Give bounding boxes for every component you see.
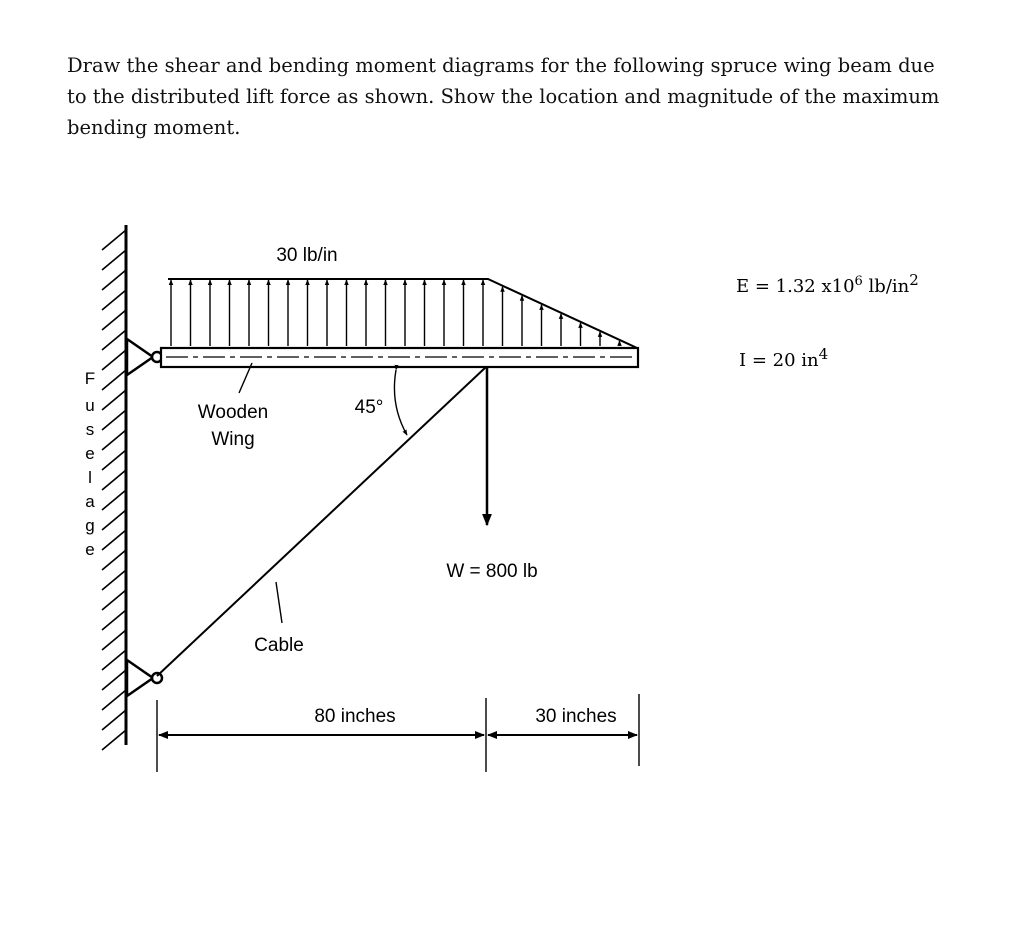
wall-hatch xyxy=(102,350,126,370)
upper-pin-support xyxy=(127,339,162,375)
inertia-label: I = 20 $in^4$ xyxy=(739,345,829,371)
wall-hatch xyxy=(102,690,126,710)
material-properties xyxy=(736,271,919,371)
weight-label: W = 800 lb xyxy=(446,561,538,582)
wall-hatch xyxy=(102,590,126,610)
wall-hatch xyxy=(102,450,126,470)
fuselage-letter: a xyxy=(85,492,95,511)
wall-hatch xyxy=(102,250,126,270)
wall-hatch xyxy=(102,470,126,490)
fuselage-label xyxy=(85,369,95,559)
wall-hatch xyxy=(102,430,126,450)
wall-hatch xyxy=(102,550,126,570)
wall-hatch xyxy=(102,290,126,310)
problem-line-1: Draw the shear and bending moment diagrams for the following spruce wing beam due xyxy=(67,54,935,77)
cable-leader-line xyxy=(276,582,282,623)
fuselage-letter: e xyxy=(85,444,95,463)
wall-hatch xyxy=(102,330,126,350)
lower-pin-support xyxy=(127,660,162,696)
wall-hatch xyxy=(102,650,126,670)
angle-arc xyxy=(394,370,407,435)
wing-label-line1: Wooden xyxy=(197,402,269,423)
wall-hatch xyxy=(102,610,126,630)
wall-hatch xyxy=(102,670,126,690)
fuselage-letter: e xyxy=(85,540,95,559)
wall-hatch xyxy=(102,530,126,550)
fuselage-wall xyxy=(102,225,126,750)
wall-hatch xyxy=(102,410,126,430)
fuselage-letter: g xyxy=(85,516,95,535)
wall-hatch xyxy=(102,390,126,410)
dimension-right-label: 30 inches xyxy=(535,706,617,727)
dimension-left-label: 80 inches xyxy=(314,706,396,727)
angle-label: 45° xyxy=(354,397,384,418)
wall-hatch xyxy=(102,710,126,730)
wall-hatch xyxy=(102,370,126,390)
wing-beam xyxy=(161,348,638,367)
wall-hatch xyxy=(102,270,126,290)
wall-hatch xyxy=(102,510,126,530)
load-label: 30 lb/in xyxy=(276,245,338,266)
fuselage-letter: l xyxy=(88,468,92,487)
wall-hatch xyxy=(102,310,126,330)
fuselage-letter: s xyxy=(85,420,95,439)
wall-hatch xyxy=(102,570,126,590)
wall-hatch xyxy=(102,630,126,650)
distributed-load xyxy=(168,279,637,348)
modulus-label: E = 1.32 $x10^6$ $lb/in^2$ xyxy=(736,271,919,297)
problem-line-3: bending moment. xyxy=(67,116,241,139)
fuselage-letter: F xyxy=(84,369,96,388)
problem-line-2: to the distributed lift force as shown. Show the location and magnitude of the maximum xyxy=(67,85,940,108)
wing-label-line2: Wing xyxy=(211,429,255,450)
wall-hatch xyxy=(102,490,126,510)
wall-hatch xyxy=(102,730,126,750)
cable-label: Cable xyxy=(254,635,304,656)
fuselage-letter: u xyxy=(85,396,95,415)
wall-hatch xyxy=(102,230,126,250)
